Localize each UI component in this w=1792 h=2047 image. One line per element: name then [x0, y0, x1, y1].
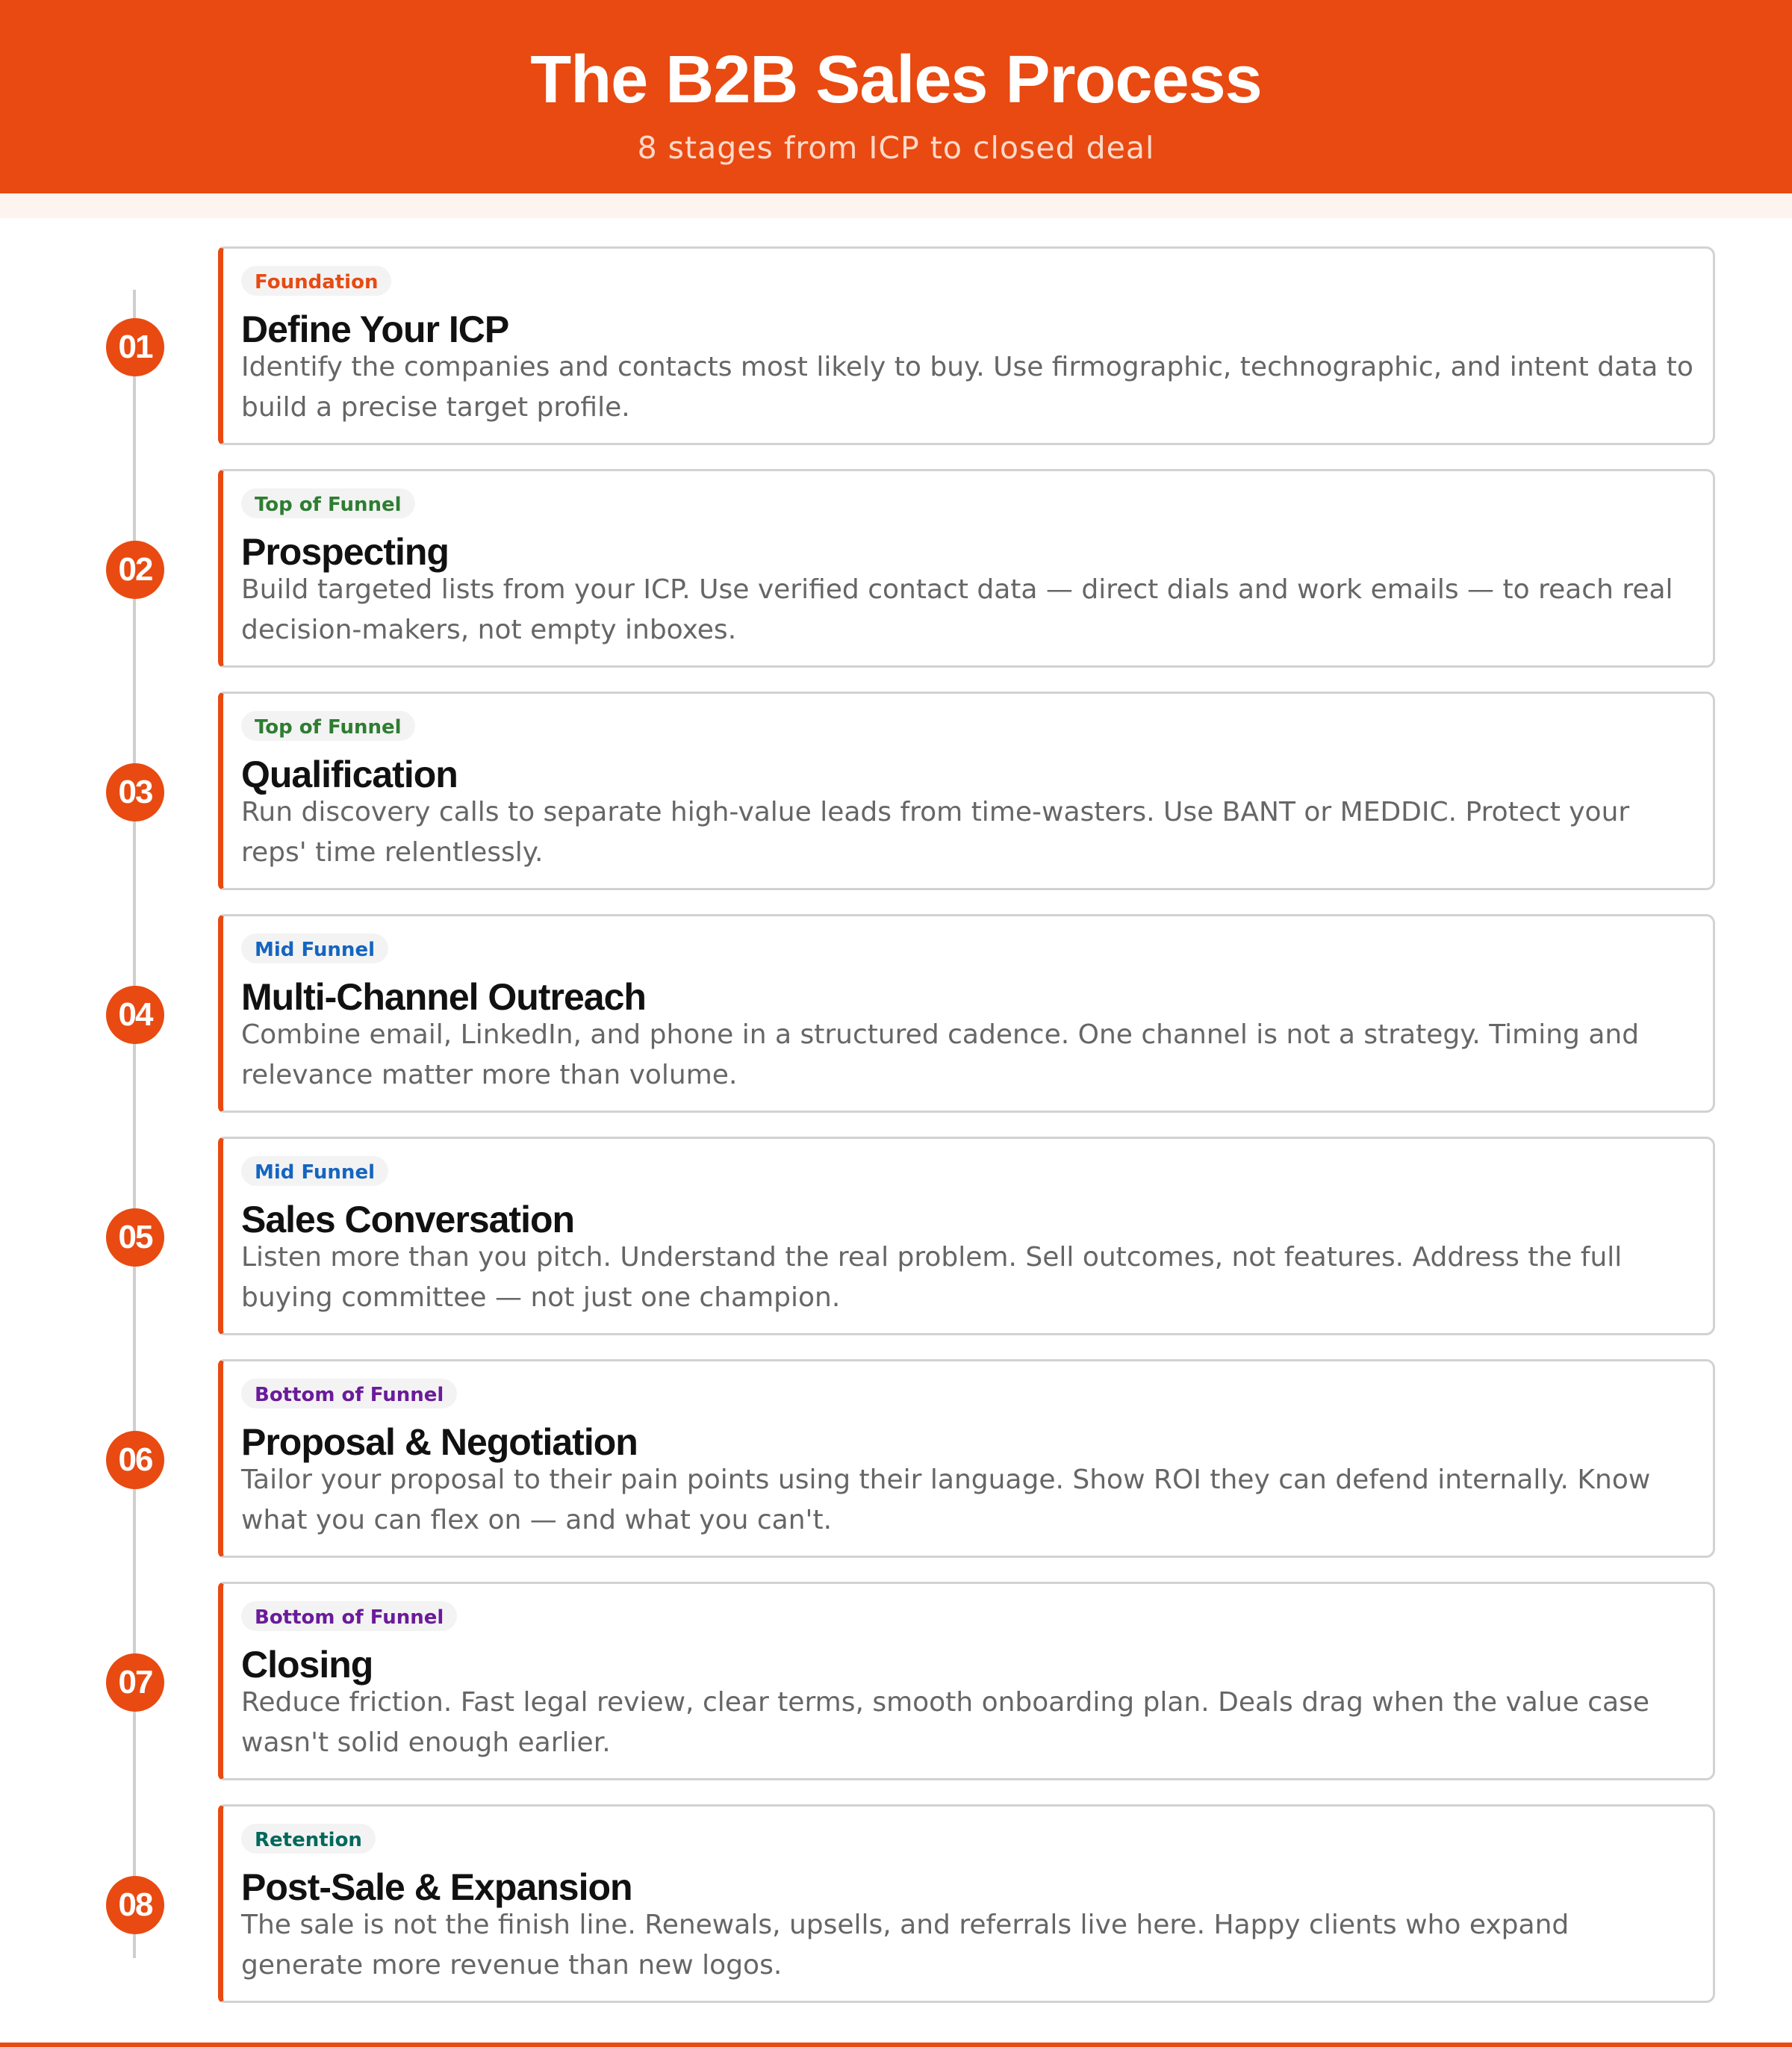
stage-category-badge: Foundation [241, 266, 391, 296]
stage-number-badge: 04 [106, 986, 164, 1044]
stage-category-badge: Mid Funnel [241, 934, 388, 963]
stage-description: Tailor your proposal to their pain points using their language. Show ROI they can defend internally. Know what you can flex on — and what you can't. [241, 1464, 1651, 1535]
stage-category-badge: Top of Funnel [241, 711, 415, 741]
stage-number-badge: 03 [106, 763, 164, 821]
stage-title: Post-Sale & Expansion [241, 1866, 632, 1908]
page-title: The B2B Sales Process [530, 43, 1262, 117]
stage-category-badge: Mid Funnel [241, 1156, 388, 1186]
stage-title: Proposal & Negotiation [241, 1421, 638, 1463]
stage-title: Multi-Channel Outreach [241, 976, 646, 1018]
stage-card [218, 1359, 1715, 1558]
stage-description: Reduce friction. Fast legal review, clear terms, smooth onboarding plan. Deals drag when the value case wasn't solid enough earlier. [241, 1687, 1649, 1758]
stage-number-badge: 06 [106, 1431, 164, 1489]
stage-card [218, 692, 1715, 890]
stage-card [218, 469, 1715, 668]
stage-number-badge: 05 [106, 1208, 164, 1267]
stage-card [218, 246, 1715, 445]
header-banner [0, 0, 1792, 193]
stage-description: Run discovery calls to separate high-value leads from time-wasters. Use BANT or MEDDIC. Protect your reps' time relentlessly. [241, 797, 1630, 868]
stage-title: Closing [241, 1644, 373, 1686]
stage-description: Combine email, LinkedIn, and phone in a structured cadence. One channel is not a strategy. Timing and relevance matter more than volume. [241, 1019, 1640, 1090]
stage-description: Identify the companies and contacts most likely to buy. Use firmographic, technographic, and intent data to build a precise target profile. [241, 352, 1693, 423]
stage-number-badge: 08 [106, 1876, 164, 1934]
stage-number-badge: 02 [106, 541, 164, 599]
stage-card [218, 914, 1715, 1113]
header-divider-strip [0, 193, 1792, 218]
stage-title: Qualification [241, 754, 458, 795]
stage-card [218, 1804, 1715, 2003]
stage-description: Listen more than you pitch. Understand the real problem. Sell outcomes, not features. Address the full buying committee — not just one champion. [241, 1242, 1623, 1313]
stage-description: The sale is not the finish line. Renewals, upsells, and referrals live here. Happy clients who expand generate more revenue than new logos. [241, 1910, 1569, 1981]
stage-title: Prospecting [241, 531, 449, 573]
stage-title: Sales Conversation [241, 1199, 575, 1240]
stage-card [218, 1582, 1715, 1780]
stage-number-badge: 01 [106, 318, 164, 376]
page-subtitle: 8 stages from ICP to closed deal [637, 130, 1155, 166]
stage-category-badge: Bottom of Funnel [241, 1379, 457, 1408]
stage-category-badge: Top of Funnel [241, 488, 415, 518]
stage-number-badge: 07 [106, 1653, 164, 1712]
stage-category-badge: Bottom of Funnel [241, 1601, 457, 1631]
stage-category-badge: Retention [241, 1824, 376, 1854]
stage-card [218, 1137, 1715, 1335]
footer-bar [0, 2043, 1792, 2047]
stage-description: Build targeted lists from your ICP. Use verified contact data — direct dials and work emails — to reach real decision-makers, not empty inboxes. [241, 574, 1673, 645]
stage-title: Define Your ICP [241, 308, 509, 350]
